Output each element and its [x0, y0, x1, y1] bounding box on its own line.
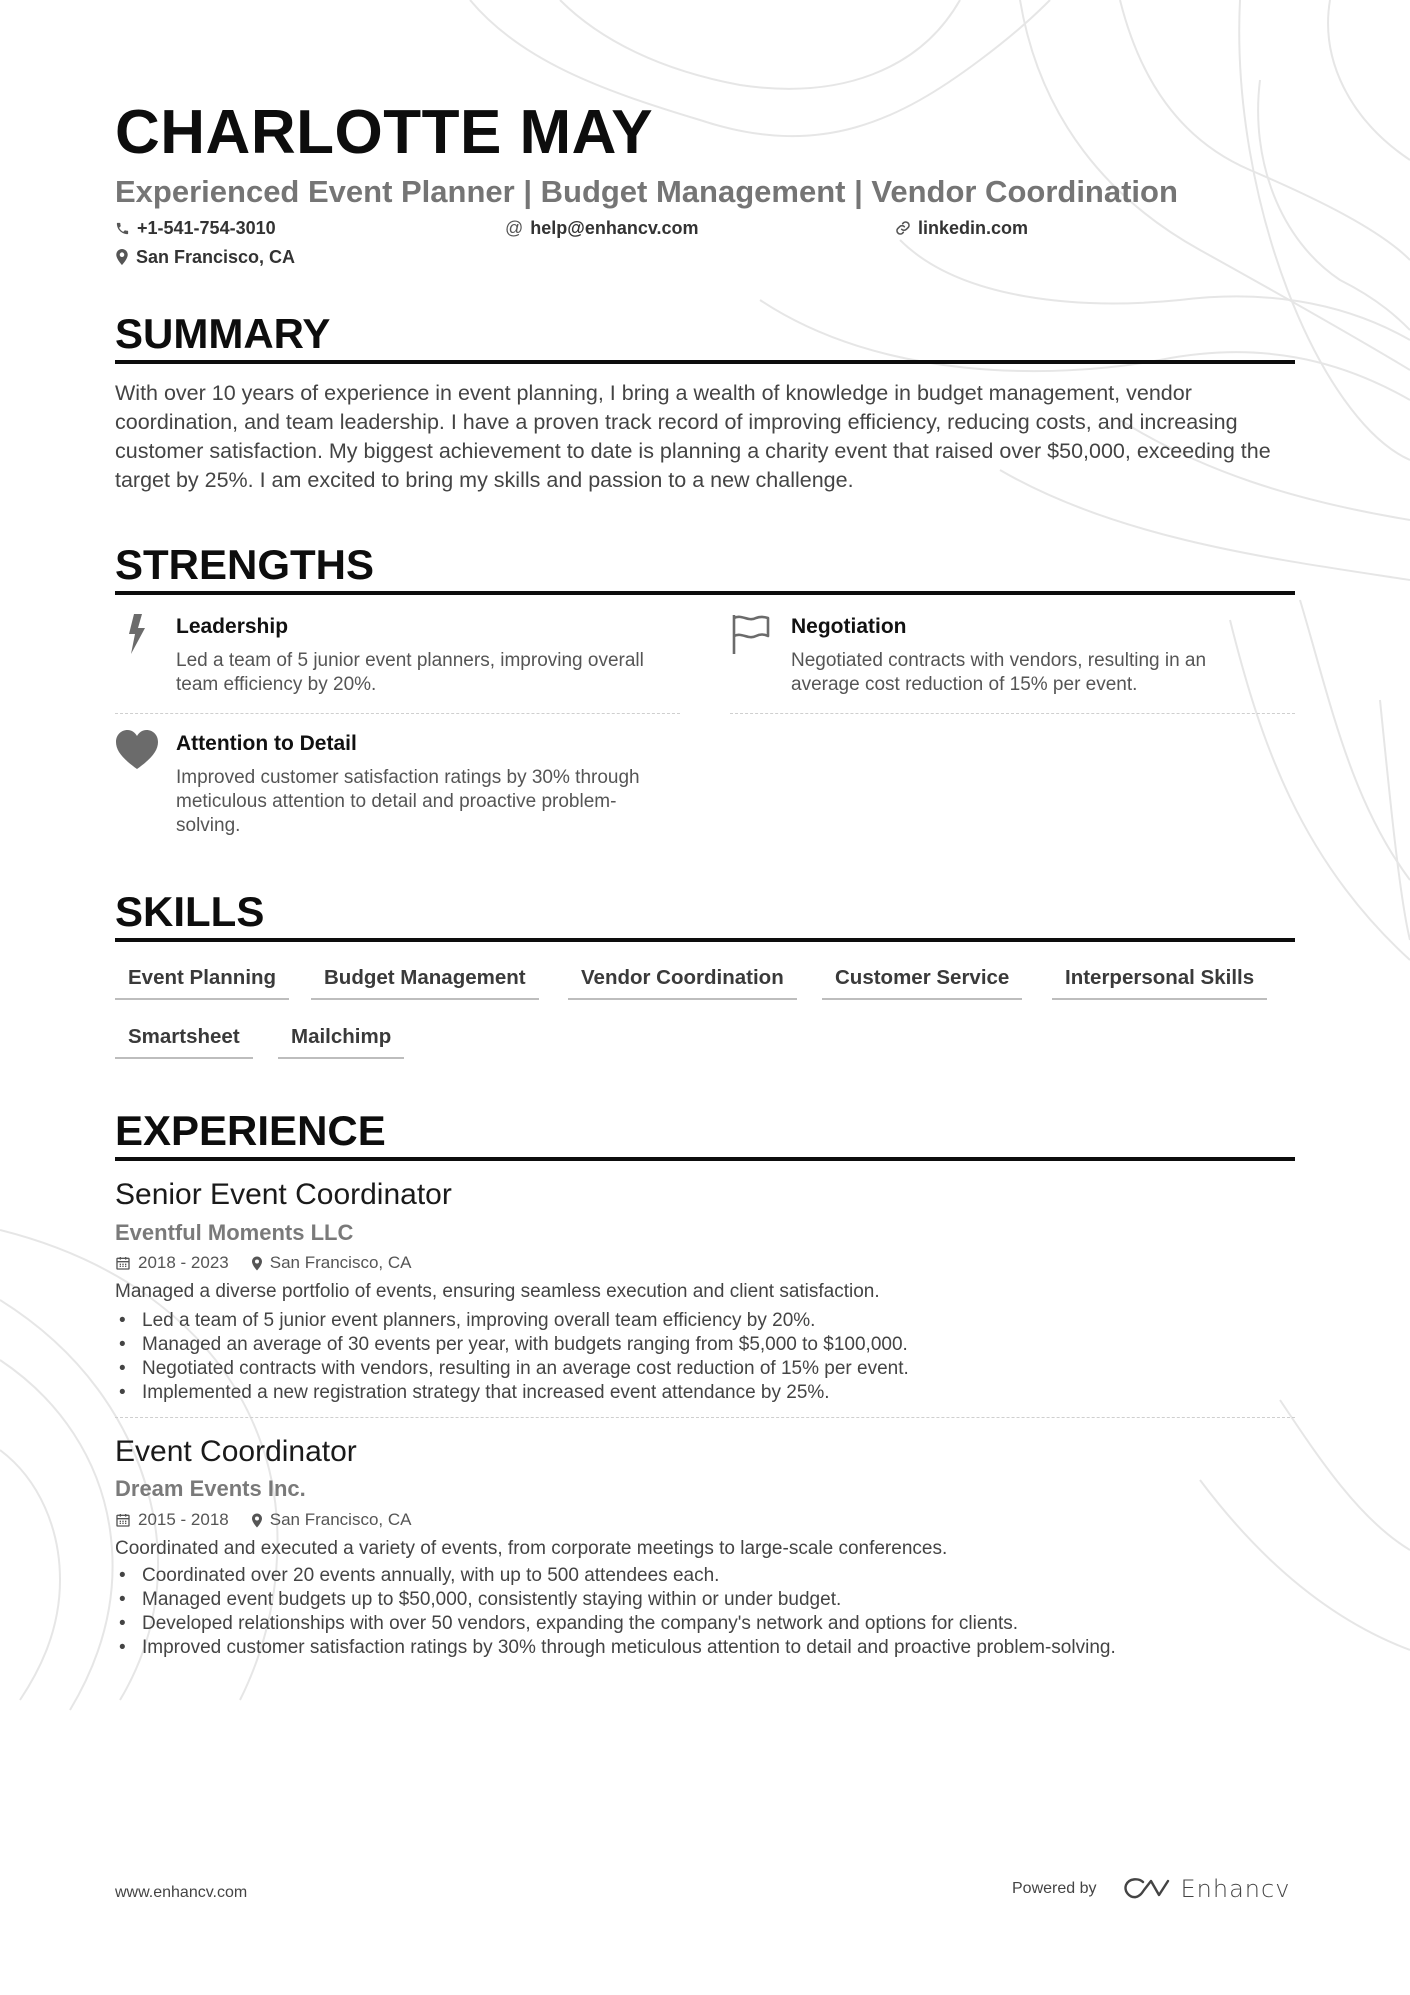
linkedin-text: linkedin.com	[918, 218, 1029, 238]
contact-email[interactable]	[505, 217, 699, 239]
strength-title: Negotiation	[791, 615, 907, 638]
skill-chip: Interpersonal Skills	[1052, 964, 1267, 1000]
job-divider	[115, 1417, 1295, 1418]
phone-text: +1-541-754-3010	[137, 218, 276, 238]
footer-branding	[1012, 1875, 1290, 1903]
heart-icon	[115, 729, 159, 773]
location-pin-icon	[115, 249, 129, 265]
job-meta	[115, 1252, 433, 1274]
skill-chip: Mailchimp	[278, 1023, 404, 1059]
strengths-heading: STRENGTHS	[115, 541, 1295, 595]
job-location: San Francisco, CA	[269, 1253, 412, 1272]
skill-chip: Event Planning	[115, 964, 289, 1000]
location-pin-icon	[251, 1256, 263, 1271]
job-bullet: • Managed an average of 30 events per year, with budgets ranging from $5,000 to $100,000.	[115, 1333, 1295, 1357]
job-bullets	[115, 1309, 1295, 1405]
job-company: Dream Events Inc.	[115, 1476, 306, 1501]
job-title: Event Coordinator	[115, 1435, 357, 1468]
lightning-icon	[115, 612, 159, 656]
strength-description: Improved customer satisfaction ratings by 30% through meticulous attention to detail and proactive problem-solving.	[176, 767, 640, 836]
calendar-icon	[115, 1512, 131, 1528]
strength-title: Leadership	[176, 615, 289, 638]
strength-divider	[730, 713, 1295, 714]
job-dates: 2018 - 2023	[138, 1253, 229, 1272]
enhancv-logo-icon	[1123, 1876, 1171, 1902]
job-bullets	[115, 1564, 1295, 1660]
candidate-name: CHARLOTTE MAY	[115, 98, 654, 167]
strength-title: Attention to Detail	[176, 732, 357, 755]
link-icon	[895, 220, 911, 236]
candidate-headline: Experienced Event Planner | Budget Management | Vendor Coordination	[115, 174, 1178, 209]
contact-location	[115, 246, 295, 268]
skills-heading: SKILLS	[115, 888, 1295, 942]
strength-description: Led a team of 5 junior event planners, improving overall team efficiency by 20%.	[176, 650, 644, 695]
job-bullet: • Negotiated contracts with vendors, resulting in an average cost reduction of 15% per event.	[115, 1357, 1295, 1381]
job-company: Eventful Moments LLC	[115, 1220, 354, 1245]
strength-description: Negotiated contracts with vendors, resulting in an average cost reduction of 15% per event.	[791, 650, 1207, 695]
job-title: Senior Event Coordinator	[115, 1178, 452, 1211]
job-description: Coordinated and executed a variety of events, from corporate meetings to large-scale conferences.	[115, 1538, 948, 1559]
footer-website-link[interactable]: www.enhancv.com	[115, 1884, 248, 1901]
skill-chip: Smartsheet	[115, 1023, 253, 1059]
job-meta	[115, 1509, 433, 1531]
location-pin-icon	[251, 1513, 263, 1528]
skill-chip: Vendor Coordination	[568, 964, 797, 1000]
at-icon: @	[505, 218, 524, 238]
powered-by-text: Powered by	[1012, 1880, 1097, 1897]
flag-icon	[730, 612, 774, 656]
job-bullet: • Implemented a new registration strategy that increased event attendance by 25%.	[115, 1381, 1295, 1405]
job-bullet: • Led a team of 5 junior event planners, improving overall team efficiency by 20%.	[115, 1309, 1295, 1333]
location-text: San Francisco, CA	[136, 247, 296, 267]
calendar-icon	[115, 1255, 131, 1271]
contact-phone[interactable]	[115, 217, 276, 239]
strength-divider	[115, 713, 680, 714]
job-dates: 2015 - 2018	[138, 1510, 229, 1529]
email-text: help@enhancv.com	[530, 218, 699, 238]
experience-heading: EXPERIENCE	[115, 1107, 1295, 1161]
job-description: Managed a diverse portfolio of events, ensuring seamless execution and client satisfaction.	[115, 1281, 880, 1302]
job-bullet: • Developed relationships with over 50 vendors, expanding the company's network and options for clients.	[115, 1612, 1295, 1636]
skill-chip: Customer Service	[822, 964, 1022, 1000]
skill-chip: Budget Management	[311, 964, 539, 1000]
phone-icon	[115, 221, 130, 236]
job-bullet: • Coordinated over 20 events annually, with up to 500 attendees each.	[115, 1564, 1295, 1588]
job-location: San Francisco, CA	[269, 1510, 412, 1529]
summary-heading: SUMMARY	[115, 310, 1295, 364]
job-bullet: • Improved customer satisfaction ratings by 30% through meticulous attention to detail and proactive problem-solving.	[115, 1636, 1295, 1660]
job-bullet: • Managed event budgets up to $50,000, consistently staying within or under budget.	[115, 1588, 1295, 1612]
contact-linkedin[interactable]	[895, 217, 1028, 239]
brand-name: Enhancv	[1180, 1875, 1291, 1903]
summary-text: With over 10 years of experience in event planning, I bring a wealth of knowledge in budget management, vendor coordination, and team leadership. I have a proven track record of improving efficiency, reducing costs, and increasing customer satisfaction. My biggest achievement to date is planning a charity event that raised over $50,000, exceeding the target by 25%. I am excited to bring my skills and passion to a new challenge.	[115, 381, 1271, 492]
